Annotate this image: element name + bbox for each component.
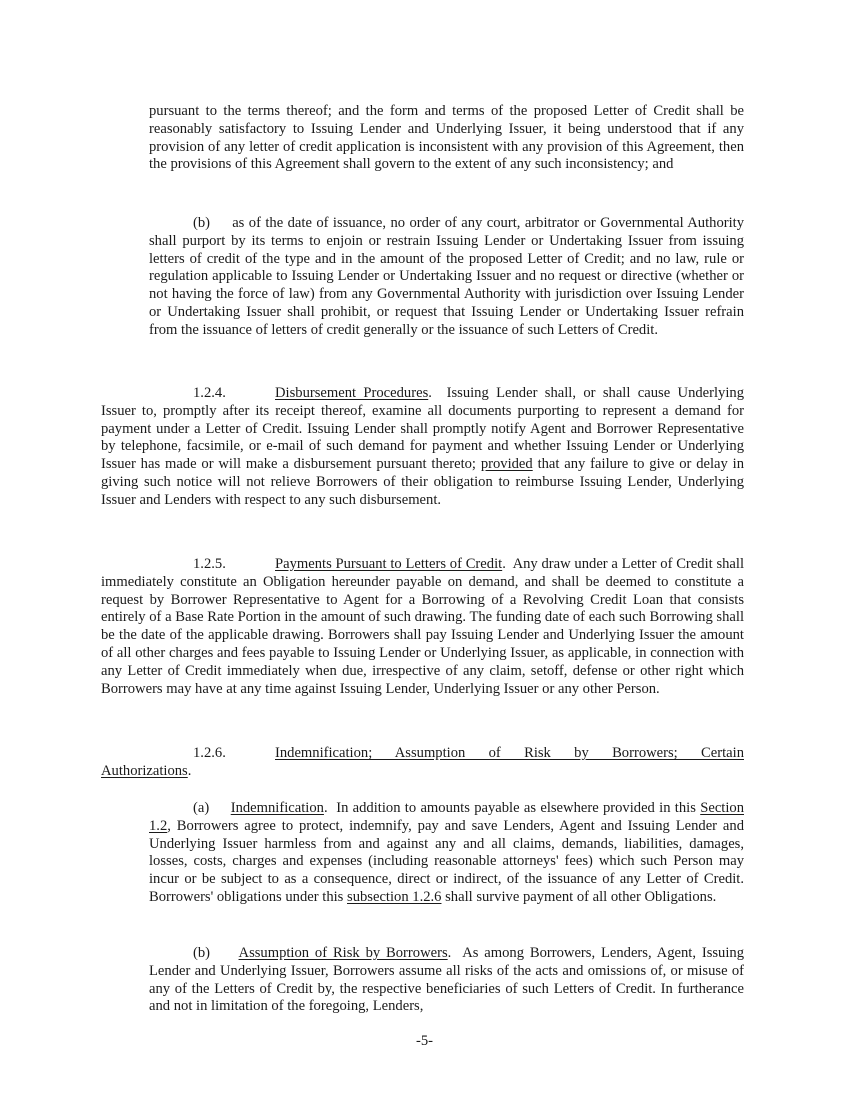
section-1-2-5: 1.2.5. Payments Pursuant to Letters of Credit. Any draw under a Letter of Credit shall immediately constitute an Obligation hereunder payable on demand, and shall be deemed to constitute a request by Borrower Representative to Agent for a Borrowing of a Revolving Credit Loan that consists entirely of a Base Rate Portion in the amount of such drawing. The funding date of each such Borrowing shall be the date of the applicable drawing. Borrowers shall pay Issuing Lender and Underlying Issuer the amount of all other charges and fees payable to Issuing Lender or Underlying Issuer, as applicable, in connection with any Letter of Credit immediately when due, irrespective of any claim, setoff, defense or other right which Borrowers may have at any time against Issuing Lender, Underlying Issuer or any other Person.: [101, 556, 745, 697]
section-heading: Indemnification; Assumption of Risk by Borrowers; Certain Authorizations: [101, 745, 744, 779]
item-a-indemnification: (a) Indemnification. In addition to amounts payable as elsewhere provided in this Section 1.2, Borrowers agree to protect, indemnify, pay and save Lenders, Agent and Issuing Lender and Underlying Issuer harmless from and against any and all claims, demands, liabilities, damages, losses, costs, charges and expenses (including reasonable attorneys' fees) which such Person may incur or be subject to as a consequence, direct or indirect, of the issuance of any Letter of Credit. Borrowers' obligations under this subsection 1.2.6 shall survive payment of all other Obligations.: [149, 800, 744, 905]
item-b-issuance-paragraph: [149, 215, 744, 340]
page-number: -5-: [415, 1033, 434, 1049]
item-label: (b): [193, 945, 211, 961]
section-number: 1.2.5.: [193, 556, 226, 572]
item-label: (a): [193, 800, 210, 816]
paragraph-text: pursuant to the terms thereof; and the form and terms of the proposed Letter of Credit shall be reasonably satisfactory to Issuing Lender and Underlying Issuer, it being understood that if any provision of any letter of credit application is inconsistent with any provision of this Agreement, then the provisions of this Agreement shall govern to the extent of any such inconsistency; and: [149, 103, 744, 173]
item-b-assumption-of-risk: (b) Assumption of Risk by Borrowers. As among Borrowers, Lenders, Agent, Issuing Lender and Underlying Issuer, Borrowers assume all risks of the acts and omissions of, or misuse of any of the Letters of Credit by, the respective beneficiaries of such Letters of Credit. In furtherance and not in limitation of the foregoing, Lenders,: [149, 945, 745, 1015]
paragraph-text: , Borrowers agree to protect, indemnify, pay and save Lenders, Agent and Issuing Lender and Underlying Issuer harmless from and against any and all claims, demands, liabilities, damages, losses, costs, charges and expenses (including reasonable attorneys' fees) which such Person may incur or be subject to as a consequence, direct or indirect, of the issuance of any Letter of Credit. Borrowers' obligations under this: [149, 817, 744, 905]
item-heading: Indemnification: [230, 800, 324, 816]
section-heading: Payments Pursuant to Letters of Credit: [275, 556, 503, 572]
cross-reference: Section 1.2: [149, 800, 744, 834]
section-number: 1.2.6.: [193, 745, 226, 761]
paragraph-text: Any draw under a Letter of Credit shall immediately constitute an Obligation hereunder payable on demand, and shall be deemed to constitute a request by Borrower Representative to Agent for a Borrowing of a Revolving Credit Loan that consists entirely of a Base Rate Portion in the amount of such drawing. The funding date of each such Borrowing shall be the date of the applicable drawing. Borrowers shall pay Issuing Lender and Underlying Issuer the amount of all other charges and fees payable to Issuing Lender or Underlying Issuer, as applicable, in connection with any Letter of Credit immediately when due, irrespective of any claim, setoff, defense or other right which Borrowers may have at any time against Issuing Lender, Underlying Issuer or any other Person.: [101, 556, 745, 697]
item-label: (b): [193, 215, 211, 231]
cross-reference: subsection 1.2.6: [347, 888, 442, 905]
section-number: 1.2.4.: [193, 385, 226, 401]
section-1-2-6-heading: 1.2.6. Indemnification; Assumption of Risk by Borrowers; Certain Authorizations.: [101, 745, 744, 779]
paragraph-text: that any failure to give or delay in giving such notice will not relieve Borrowers of their obligation to reimburse Issuing Lender, Underlying Issuer and Lenders with respect to any such disbursement.: [101, 456, 745, 508]
continuation-paragraph: [149, 103, 744, 174]
paragraph-text: In addition to amounts payable as elsewhere provided in this: [336, 800, 696, 816]
paragraph-text: Issuing Lender shall, or shall cause Underlying Issuer to, promptly after its receipt thereof, examine all documents purporting to represent a demand for payment under a Letter of Credit. Issuing Lender shall promptly notify Agent and Borrower Representative by telephone, facsimile, or e-mail of such demand for payment and whether Issuing Lender or Underlying Issuer has made or will make a disbursement pursuant thereto;: [101, 385, 744, 473]
paragraph-text: shall survive payment of all other Obligations.: [445, 888, 717, 905]
section-heading: Disbursement Procedures: [275, 385, 429, 401]
paragraph-text: As among Borrowers, Lenders, Agent, Issuing Lender and Underlying Issuer, Borrowers assume all risks of the acts and omissions of, or misuse of any of the Letters of Credit by, the respective beneficiaries of such Letters of Credit. In furtherance and not in limitation of the foregoing, Lenders,: [149, 945, 745, 1015]
provided-term: provided: [480, 456, 533, 473]
section-1-2-4: 1.2.4. Disbursement Procedures. Issuing Lender shall, or shall cause Underlying Issuer to, promptly after its receipt thereof, examine all documents purporting to represent a demand for payment under a Letter of Credit. Issuing Lender shall promptly notify Agent and Borrower Representative by telephone, facsimile, or e-mail of such demand for payment and whether Issuing Lender or Underlying Issuer has made or will make a disbursement pursuant thereto; provided that any failure to give or delay in giving such notice will not relieve Borrowers of their obligation to reimburse Issuing Lender, Underlying Issuer and Lenders with respect to any such disbursement.: [101, 385, 745, 508]
item-heading: Assumption of Risk by Borrowers: [238, 945, 448, 961]
paragraph-text: as of the date of issuance, no order of any court, arbitrator or Governmental Authority shall purport by its terms to enjoin or restrain Issuing Lender or Undertaking Issuer from issuing letters of credit of the type and in the amount of the proposed Letter of Credit; and no law, rule or regulation applicable to Issuing Lender or Undertaking Issuer and no request or directive (whether or not having the force of law) from any Governmental Authority with jurisdiction over Issuing Lender or Undertaking Issuer shall prohibit, or request that Issuing Lender or Undertaking Issuer refrain from the issuance of letters of credit generally or the issuance of such Letters of Credit.: [149, 215, 745, 338]
